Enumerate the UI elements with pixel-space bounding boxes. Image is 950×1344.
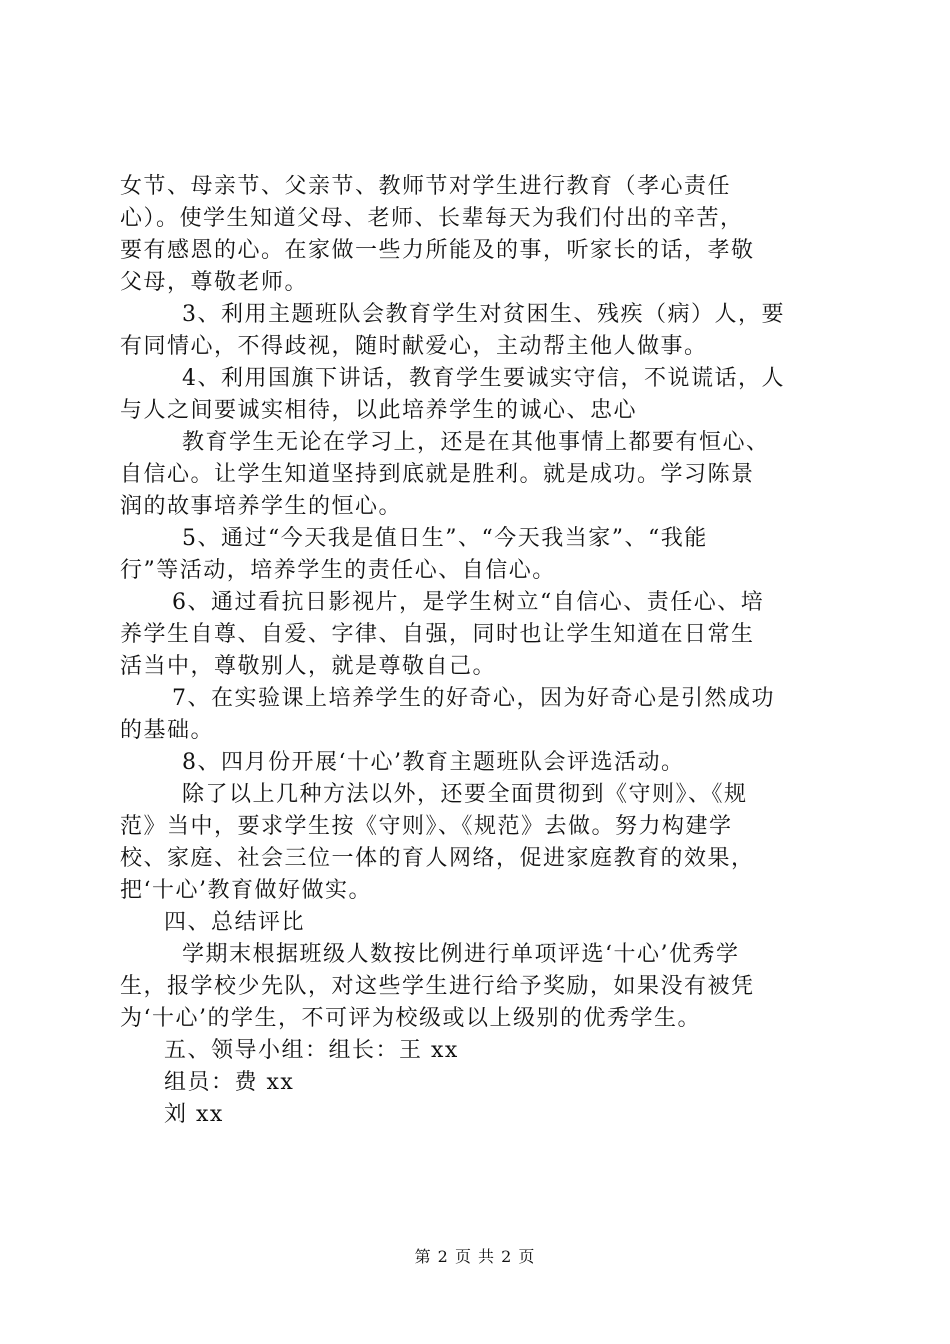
body-line: 的基础。 xyxy=(120,718,215,743)
body-line: 5、通过“今天我是值日生”、“今天我当家”、“我能 xyxy=(182,526,708,551)
body-line: 要有感恩的心。在家做一些力所能及的事，听家长的话，孝敬 xyxy=(120,238,755,263)
body-line: 有同情心，不得歧视，随时献爱心，主动帮主他人做事。 xyxy=(120,334,708,359)
body-line: 为‘十心’的学生，不可评为校级或以上级别的优秀学生。 xyxy=(120,1006,701,1031)
body-line: 8、四月份开展‘十心’教育主题班队会评选活动。 xyxy=(182,750,685,775)
body-line: 与人之间要诚实相待，以此培养学生的诚心、忠心 xyxy=(120,398,638,423)
body-line: 3、利用主题班队会教育学生对贫困生、残疾（病）人，要 xyxy=(182,302,785,327)
body-line: 除了以上几种方法以外，还要全面贯彻到《守则》、《规 xyxy=(182,782,748,807)
body-line: 范》当中，要求学生按《守则》、《规范》去做。努力构建学 xyxy=(120,814,733,839)
body-line: 校、家庭、社会三位一体的育人网络，促进家庭教育的效果， xyxy=(120,846,755,871)
body-line: 刘 xx xyxy=(164,1102,224,1127)
section-heading: 四、总结评比 xyxy=(164,910,306,935)
page-number-label: 第 2 页 共 2 页 xyxy=(414,1247,536,1266)
body-line: 心）。使学生知道父母、老师、长辈每天为我们付出的辛苦， xyxy=(120,206,744,231)
body-line: 6、通过看抗日影视片，是学生树立“自信心、责任心、培 xyxy=(172,590,765,615)
body-line: 把‘十心’教育做好做实。 xyxy=(120,878,372,903)
body-line: 教育学生无论在学习上，还是在其他事情上都要有恒心、 xyxy=(182,430,770,455)
body-line: 组员：费 xx xyxy=(164,1070,295,1095)
body-line: 4、利用国旗下讲话，教育学生要诚实守信，不说谎话，人 xyxy=(182,366,785,391)
body-line: 行”等活动，培养学生的责任心、自信心。 xyxy=(120,558,556,583)
body-line: 活当中，尊敬别人，就是尊敬自己。 xyxy=(120,654,497,679)
body-line: 润的故事培养学生的恒心。 xyxy=(120,494,403,519)
document-body xyxy=(120,171,832,1131)
body-line: 7、在实验课上培养学生的好奇心，因为好奇心是引然成功 xyxy=(172,686,775,711)
body-line: 养学生自尊、自爱、字律、自强，同时也让学生知道在日常生 xyxy=(120,622,755,647)
section-heading: 五、领导小组：组长：王 xx xyxy=(164,1038,459,1063)
body-line: 生，报学校少先队，对这些学生进行给予奖励，如果没有被凭 xyxy=(120,974,755,999)
body-line: 父母，尊敬老师。 xyxy=(120,270,309,295)
body-line: 自信心。让学生知道坚持到底就是胜利。就是成功。学习陈景 xyxy=(120,462,755,487)
body-line: 女节、母亲节、父亲节、教师节对学生进行教育（孝心责任 xyxy=(120,174,732,199)
page-footer xyxy=(0,1244,950,1267)
body-line: 学期末根据班级人数按比例进行单项评选‘十心’优秀学 xyxy=(182,942,740,967)
